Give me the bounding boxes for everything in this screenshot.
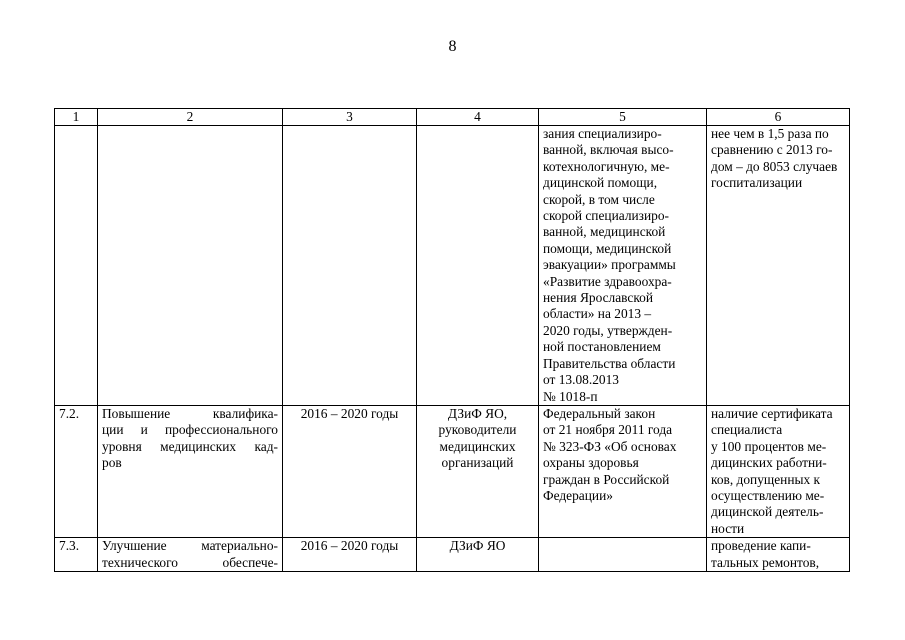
column-header: 5 — [539, 109, 707, 126]
page-number: 8 — [448, 38, 457, 55]
table-row — [55, 126, 850, 406]
executor-cell — [417, 126, 539, 406]
measures-table — [54, 108, 850, 572]
period-cell — [283, 126, 417, 406]
column-header: 6 — [707, 109, 850, 126]
column-header: 2 — [98, 109, 283, 126]
table-row — [55, 538, 850, 572]
measure-line: технического обеспече- — [102, 554, 278, 570]
column-header: 1 — [55, 109, 98, 126]
measure-line: Повышение квалифика- — [102, 405, 278, 421]
result-cell: наличие сертификата специалиста у 100 процентов ме- дицинских работни- ков, допущенных к осуществлению ме- дицинской деятель- ности — [707, 405, 850, 537]
basis-cell — [539, 538, 707, 572]
measure-line: уровня медицинских кад- — [102, 438, 278, 454]
measure-line: ции и профессионального — [102, 422, 278, 438]
result-cell: проведение капи- тальных ремонтов, — [707, 538, 850, 572]
measure-cell — [98, 126, 283, 406]
result-cell: нее чем в 1,5 раза по сравнению с 2013 го- дом – до 8053 случаев госпитализации — [707, 126, 850, 406]
measure-cell — [98, 405, 283, 537]
row-number-cell: 7.3. — [55, 538, 98, 572]
table-row — [55, 405, 850, 537]
column-header: 4 — [417, 109, 539, 126]
executor-cell: ДЗиФ ЯО — [417, 538, 539, 572]
table-header-row — [55, 109, 850, 126]
basis-cell: Федеральный закон от 21 ноября 2011 года № 323-ФЗ «Об основах охраны здоровья граждан в Российской Федерации» — [539, 405, 707, 537]
executor-cell: ДЗиФ ЯО, руководители медицинских организаций — [417, 405, 539, 537]
column-header: 3 — [283, 109, 417, 126]
row-number-cell: 7.2. — [55, 405, 98, 537]
basis-cell: зания специализиро- ванной, включая высо- котехнологичную, ме- дицинской помощи, скорой, в том числе скорой специализиро- ванной, медицинской помощи, медицинской эвакуации» программы «Развитие здравоохра- нения Ярославской области» на 2013 – 2020 годы, утвержден- ной постановлением Правительства области от 13.08.2013 № 1018-п — [539, 126, 707, 406]
measure-line: ров — [102, 455, 122, 471]
period-cell: 2016 – 2020 годы — [283, 405, 417, 537]
period-cell: 2016 – 2020 годы — [283, 538, 417, 572]
measure-line: Улучшение материально- — [102, 538, 278, 554]
measure-cell — [98, 538, 283, 572]
row-number-cell — [55, 126, 98, 406]
